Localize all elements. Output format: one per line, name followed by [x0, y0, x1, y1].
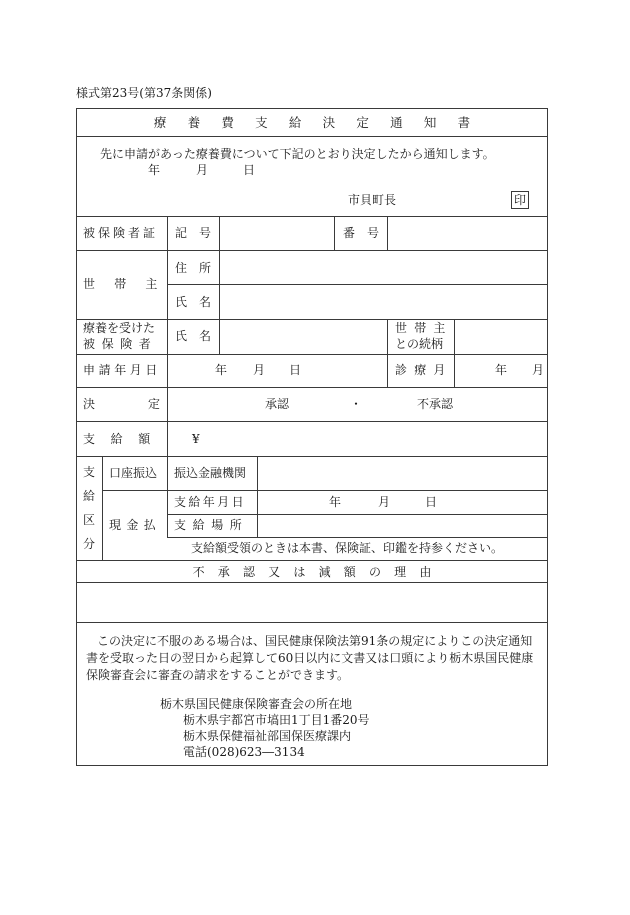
divider	[167, 216, 168, 456]
address-line-3: 電話(028)623―3134	[183, 745, 305, 759]
relation-label-2: との続柄	[395, 337, 444, 351]
treatment-month-label: 診療月	[395, 363, 453, 377]
treatment-month: 月	[532, 363, 545, 377]
form-number: 様式第23号(第37条関係)	[76, 86, 212, 100]
cash-payment-label: 現金払	[109, 518, 162, 532]
payment-char-3: 区	[83, 513, 96, 527]
divider	[387, 319, 388, 387]
date-day: 日	[243, 163, 256, 177]
payment-char-2: 給	[83, 489, 96, 503]
appeal-text-2: 書を受取った日の翌日から起算して60日以内に文書又は口頭により栃木県国民健康	[86, 651, 534, 665]
separator-dot: ・	[350, 397, 363, 411]
payment-date-label: 支給年月日	[174, 495, 247, 509]
seal-box	[511, 191, 529, 209]
number-label: 番号	[343, 226, 392, 240]
divider	[76, 456, 548, 457]
divider	[76, 421, 548, 422]
treatment-year: 年	[495, 363, 508, 377]
application-date-label: 申請年月日	[83, 363, 162, 377]
household-head-label: 世帯主	[83, 277, 177, 291]
decision-label-1: 決	[83, 397, 96, 411]
bank-institution-label: 振込金融機関	[174, 466, 247, 480]
divider	[76, 319, 548, 320]
divider	[76, 354, 548, 355]
payment-place-label: 支給場所	[174, 518, 249, 532]
app-date-year: 年	[215, 363, 228, 377]
document-title: 療養費支給決定通知書	[153, 115, 492, 130]
reason-header: 不承認又は減額の理由	[192, 565, 445, 579]
yen-sign: ¥	[192, 432, 200, 446]
divider	[167, 514, 548, 515]
app-date-month: 月	[253, 363, 266, 377]
bring-note: 支給額受領のときは本書、保険証、印鑑を持参ください。	[191, 541, 504, 555]
divider	[167, 284, 548, 285]
seal-mark: 印	[514, 193, 527, 207]
not-approved-label: 不承認	[417, 397, 454, 411]
divider	[454, 319, 455, 387]
payment-char-4: 分	[83, 537, 96, 551]
decision-label-2: 定	[148, 397, 161, 411]
divider	[334, 216, 335, 250]
notice-text: 先に申請があった療養費について下記のとおり決定したから通知します。	[100, 147, 495, 161]
divider	[76, 136, 548, 137]
divider	[167, 456, 168, 537]
address-line-2: 栃木県保健福祉部国保医療課内	[183, 729, 352, 743]
address-label: 住所	[175, 261, 224, 275]
divider	[76, 216, 548, 217]
name-label: 氏名	[175, 295, 224, 309]
approved-label: 承認	[265, 397, 290, 411]
divider	[102, 456, 103, 560]
divider	[76, 622, 548, 623]
pay-date-month: 月	[378, 495, 391, 509]
divider	[76, 560, 548, 561]
symbol-label: 記号	[175, 226, 224, 240]
bank-transfer-label: 口座振込	[109, 466, 158, 480]
pay-date-year: 年	[329, 495, 342, 509]
payment-char-1: 支	[83, 465, 96, 479]
issuer-name: 市貝町長	[348, 193, 397, 207]
pay-date-day: 日	[425, 495, 438, 509]
insured-card-label: 被保険者証	[83, 226, 159, 240]
amount-label: 支給額	[83, 432, 166, 446]
app-date-day: 日	[289, 363, 302, 377]
appeal-text-1: この決定に不服のある場合は、国民健康保険法第91条の規定によりこの決定通知	[97, 634, 533, 648]
relation-label-1: 世帯主	[395, 321, 453, 335]
recipient-label-1: 療養を受けた	[83, 321, 156, 335]
divider	[102, 490, 548, 491]
recipient-name-label: 氏名	[175, 329, 224, 343]
date-year: 年	[148, 163, 161, 177]
divider	[167, 537, 548, 538]
divider	[257, 456, 258, 537]
divider	[76, 582, 548, 583]
address-title: 栃木県国民健康保険審査会の所在地	[160, 697, 353, 711]
appeal-text-3: 保険審査会に審査の請求をすることができます。	[86, 668, 350, 682]
divider	[76, 387, 548, 388]
divider	[76, 250, 548, 251]
recipient-label-2: 被保険者	[83, 337, 158, 351]
address-line-1: 栃木県宇都宮市塙田1丁目1番20号	[183, 713, 370, 727]
date-month: 月	[196, 163, 209, 177]
